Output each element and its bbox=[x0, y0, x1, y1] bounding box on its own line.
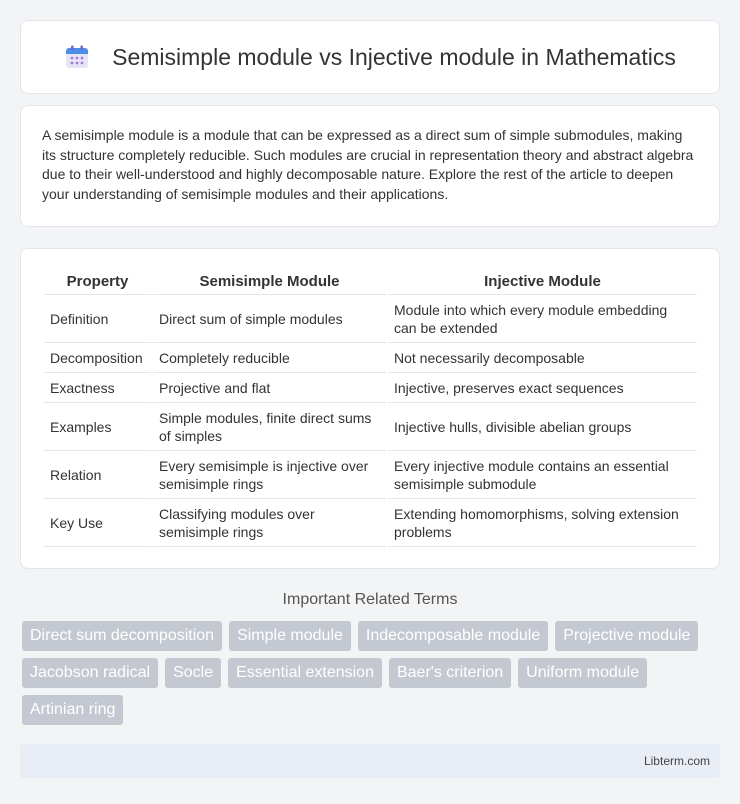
tag-direct-sum-decomposition[interactable]: Direct sum decomposition bbox=[22, 621, 222, 651]
cell-property: Definition bbox=[44, 295, 151, 343]
tag-jacobson-radical[interactable]: Jacobson radical bbox=[22, 658, 158, 688]
header-injective: Injective Module bbox=[388, 269, 697, 295]
tag-baers-criterion[interactable]: Baer's criterion bbox=[389, 658, 511, 688]
related-terms-tags bbox=[22, 621, 720, 732]
table-row bbox=[44, 403, 697, 451]
cell-injective: Not necessarily decomposable bbox=[388, 343, 697, 373]
cell-property: Examples bbox=[44, 403, 151, 451]
footer bbox=[20, 744, 720, 778]
header-card bbox=[20, 20, 720, 94]
intro-card bbox=[20, 105, 720, 227]
cell-property: Decomposition bbox=[44, 343, 151, 373]
cell-semisimple: Direct sum of simple modules bbox=[153, 295, 386, 343]
cell-property: Exactness bbox=[44, 373, 151, 403]
cell-semisimple: Every semisimple is injective over semisimple rings bbox=[153, 451, 386, 499]
header-property: Property bbox=[44, 269, 151, 295]
cell-injective: Injective hulls, divisible abelian groups bbox=[388, 403, 697, 451]
header-semisimple: Semisimple Module bbox=[153, 269, 386, 295]
tag-simple-module[interactable]: Simple module bbox=[229, 621, 351, 651]
comparison-table-card bbox=[20, 248, 720, 569]
cell-property: Key Use bbox=[44, 499, 151, 547]
tag-indecomposable-module[interactable]: Indecomposable module bbox=[358, 621, 548, 651]
cell-property: Relation bbox=[44, 451, 151, 499]
table-row bbox=[44, 499, 697, 547]
table-row bbox=[44, 343, 697, 373]
cell-semisimple: Simple modules, finite direct sums of simples bbox=[153, 403, 386, 451]
cell-injective: Extending homomorphisms, solving extension problems bbox=[388, 499, 697, 547]
comparison-table bbox=[42, 269, 699, 547]
tag-projective-module[interactable]: Projective module bbox=[555, 621, 698, 651]
table-row bbox=[44, 295, 697, 343]
calendar-icon bbox=[64, 44, 90, 70]
cell-semisimple: Completely reducible bbox=[153, 343, 386, 373]
tag-artinian-ring[interactable]: Artinian ring bbox=[22, 695, 123, 725]
related-terms-title: Important Related Terms bbox=[282, 591, 458, 608]
cell-injective: Module into which every module embedding can be extended bbox=[388, 295, 697, 343]
cell-semisimple: Projective and flat bbox=[153, 373, 386, 403]
cell-semisimple: Classifying modules over semisimple rings bbox=[153, 499, 386, 547]
cell-injective: Injective, preserves exact sequences bbox=[388, 373, 697, 403]
footer-brand-link[interactable]: Libterm.com bbox=[643, 754, 710, 768]
table-row bbox=[44, 451, 697, 499]
table-header-row bbox=[44, 269, 697, 295]
intro-text: A semisimple module is a module that can be expressed as a direct sum of simple submodules, making its structure completely reducible. Such modules are crucial in representation theory and abstract algebra due to their well-understood and highly decomposable nature. Explore the rest of the article to deepen your understanding of semisimple modules and their applications. bbox=[42, 127, 694, 202]
tag-essential-extension[interactable]: Essential extension bbox=[228, 658, 382, 688]
tag-uniform-module[interactable]: Uniform module bbox=[518, 658, 647, 688]
tag-socle[interactable]: Socle bbox=[165, 658, 221, 688]
table-row bbox=[44, 373, 697, 403]
page-title: Semisimple module vs Injective module in Mathematics bbox=[112, 43, 676, 70]
cell-injective: Every injective module contains an essential semisimple submodule bbox=[388, 451, 697, 499]
